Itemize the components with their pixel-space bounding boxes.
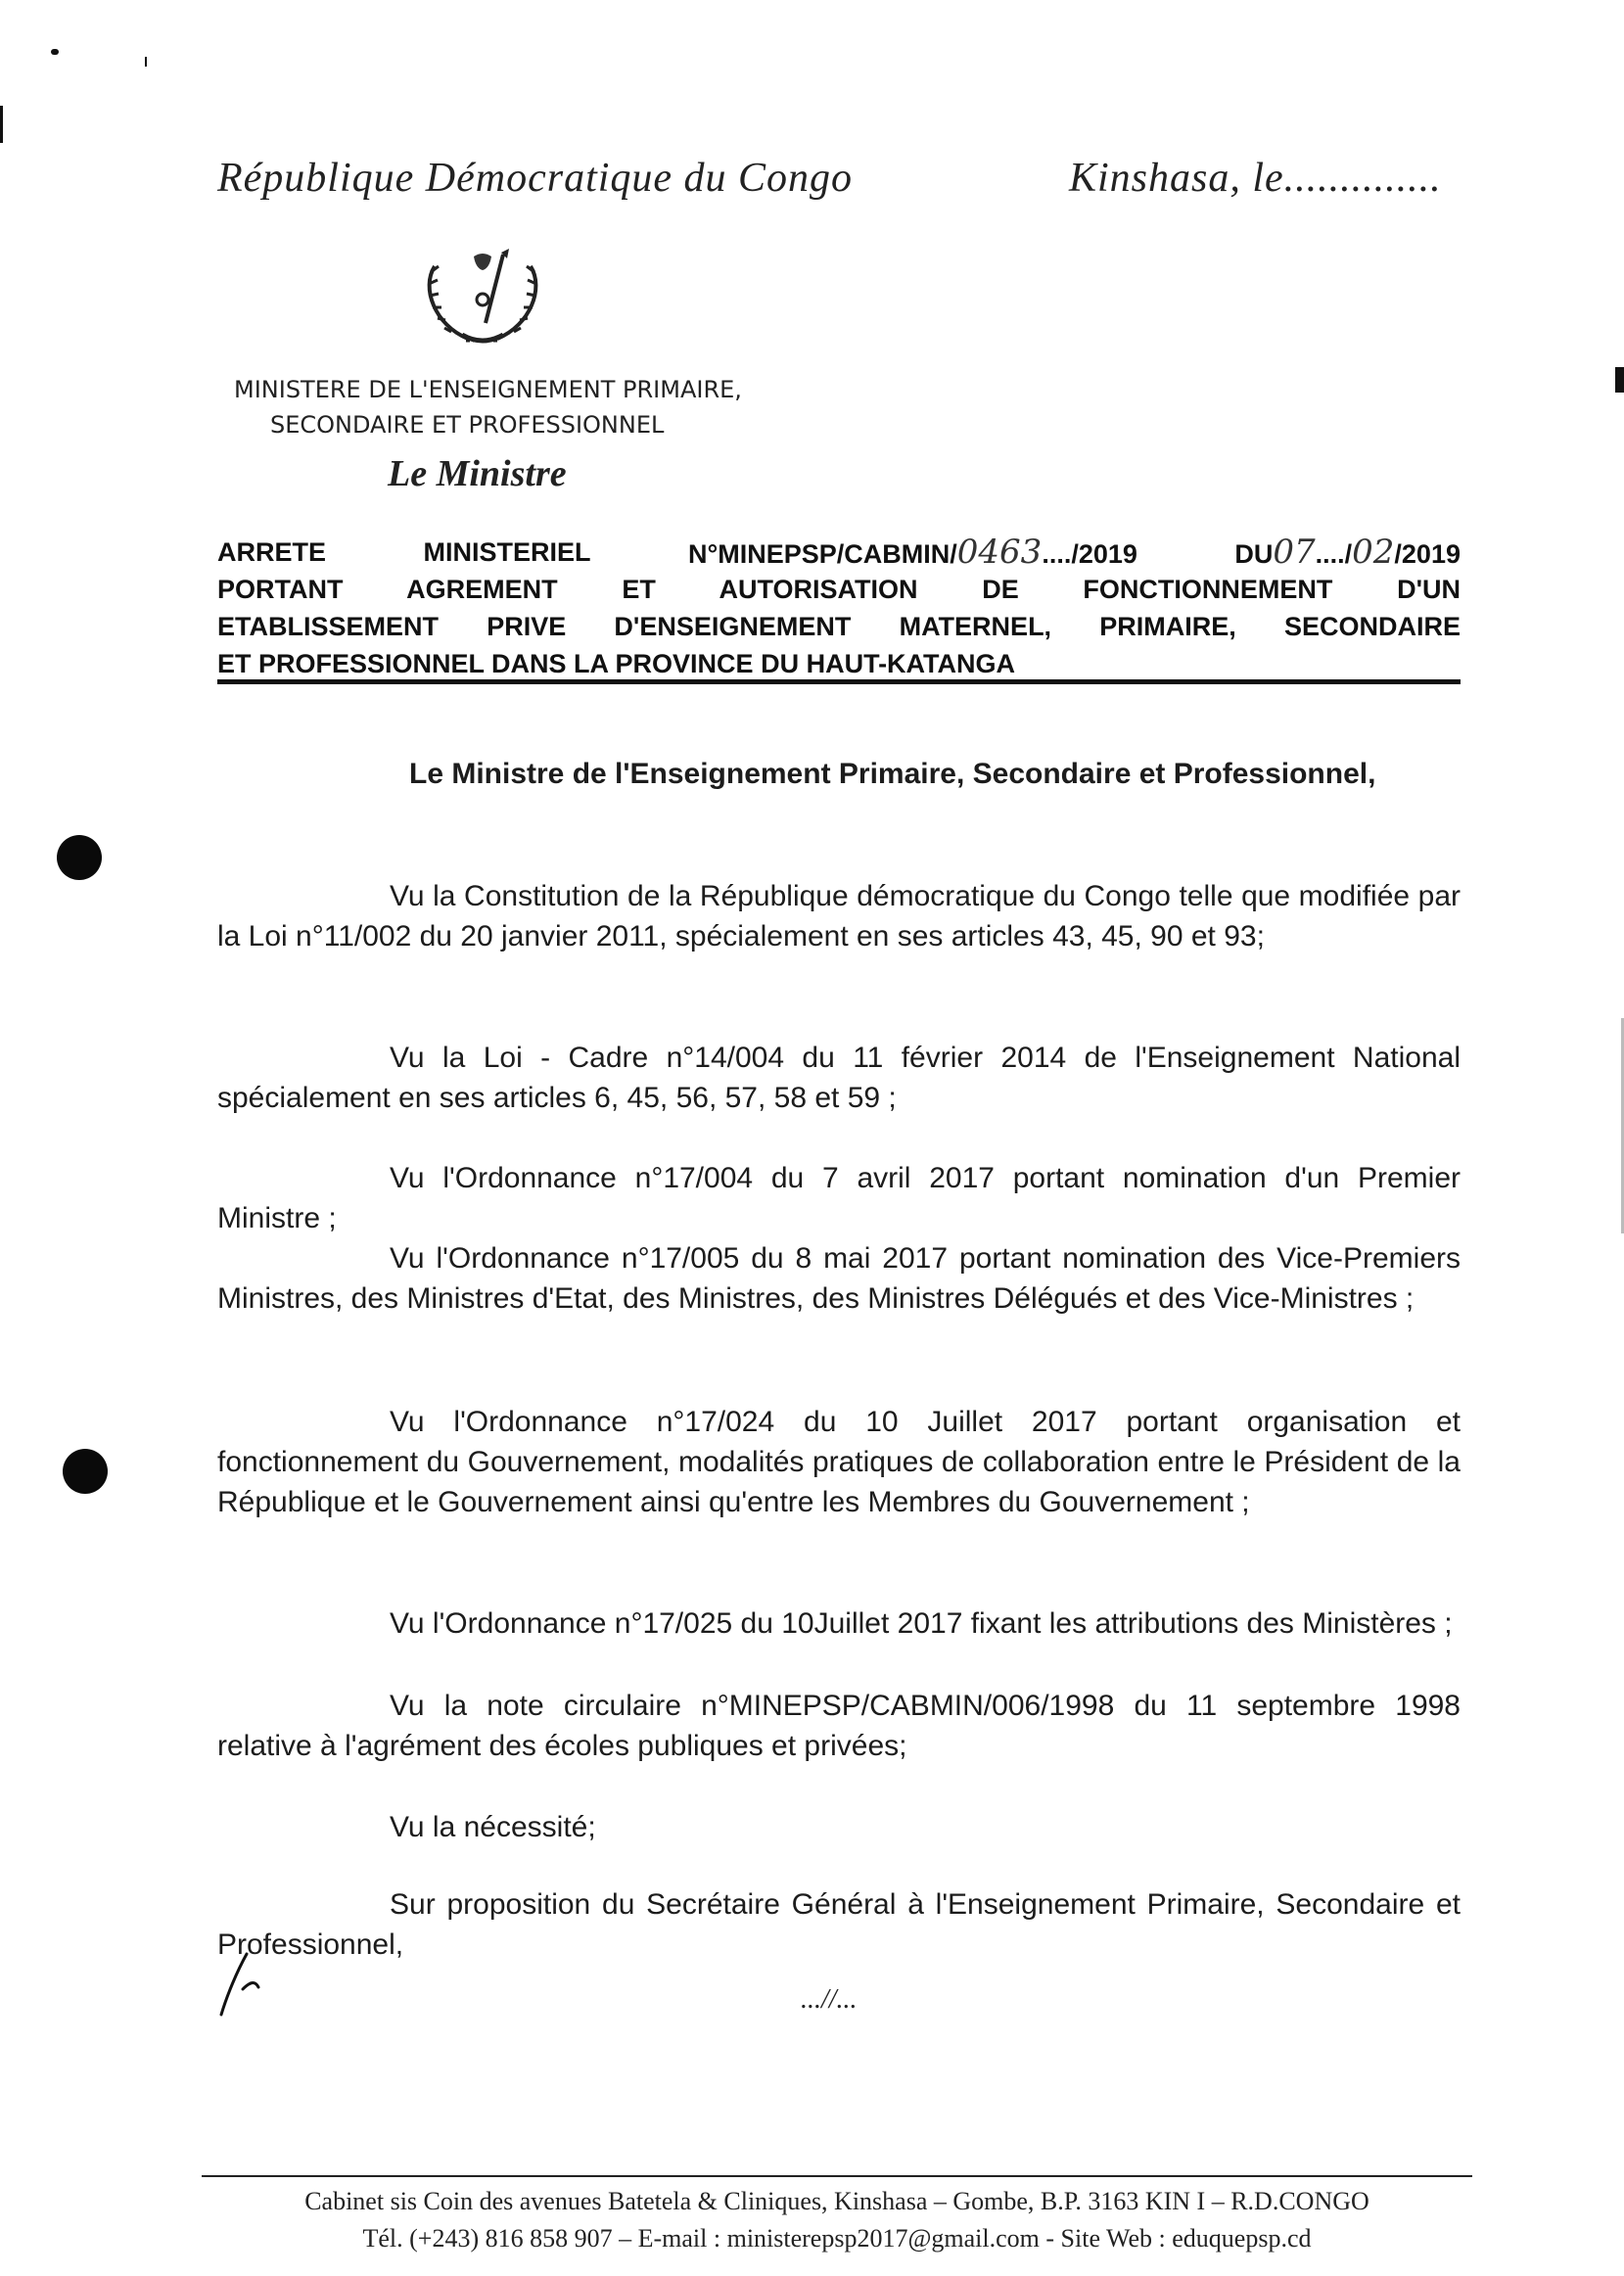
scan-edge-mark [0,106,3,143]
consideration-necessite: Vu la nécessité; [390,1811,596,1843]
footer-contact: Tél. (+243) 816 858 907 – E-mail : ministerepsp2017@gmail.com - Site Web : eduquepsp.cd [362,2224,1312,2253]
title-underline [217,679,1461,684]
continued-marker: ...//... [801,1984,858,2015]
decree-title-line2: PORTANT AGREMENT ET AUTORISATION DE FONCTIONNEMENT D'UN [217,575,1461,604]
consideration-loi-cadre: Vu la Loi - Cadre n°14/004 du 11 février 2014 de l'Enseignement National spécialement en ses articles 6, 45, 56, 57, 58 et 59 ; [217,1042,1461,1114]
scan-edge-mark [1615,367,1624,393]
decree-date: DU07..../02/2019 [1234,534,1461,571]
consideration-constitution: Vu la Constitution de la République démocratique du Congo telle que modifiée par la Loi n°11/002 du 20 janvier 2011, spécialement en ses articles 43, 45, 90 et 93; [217,880,1461,952]
coat-of-arms-icon [417,249,548,347]
decree-number: N°MINEPSP/CABMIN/0463..../2019 [687,534,1137,571]
place-date: Kinshasa, le.............. [1069,156,1442,201]
ministry-name-line2: SECONDAIRE ET PROFESSIONNEL [270,411,665,439]
country-heading: République Démocratique du Congo [217,156,854,201]
punch-hole-bottom [63,1449,108,1494]
decree-month-handwritten: 02 [1352,534,1395,571]
consideration-ordonnance-17-024: Vu l'Ordonnance n°17/024 du 10 Juillet 2017 portant organisation et fonctionnement du Gouvernement, modalités pratiques de collaboration entre le Président de la République et le Gouvernement ainsi qu'entre les Membres du Gouvernement ; [217,1406,1461,1518]
consideration-proposition: Sur proposition du Secrétaire Général à l'Enseignement Primaire, Secondaire et Professionnel, [217,1888,1461,1961]
decree-label-arrete: ARRETE [217,537,327,567]
signatory-title: Le Ministre [388,453,567,494]
decree-label-ministeriel: MINISTERIEL [423,537,591,567]
handwritten-initial-icon [213,1950,262,2019]
consideration-ordonnance-17-004: Vu l'Ordonnance n°17/004 du 7 avril 2017 portant nomination d'un Premier Ministre ; [217,1162,1461,1234]
consideration-note-circulaire: Vu la note circulaire n°MINEPSP/CABMIN/006/1998 du 11 septembre 1998 relative à l'agrément des écoles publiques et privées; [217,1690,1461,1762]
scan-speck [145,57,147,67]
punch-hole-top [57,835,102,880]
decree-day-handwritten: 07 [1273,534,1316,571]
decree-title [217,534,1461,682]
scan-speck [51,49,59,55]
decree-number-handwritten: 0463 [956,534,1043,571]
decree-title-line3: ETABLISSEMENT PRIVE D'ENSEIGNEMENT MATERNEL, PRIMAIRE, SECONDAIRE [217,612,1461,641]
ministry-name-line1: MINISTERE DE L'ENSEIGNEMENT PRIMAIRE, [234,376,742,403]
decree-title-line4: ET PROFESSIONNEL DANS LA PROVINCE DU HAUT-KATANGA [217,649,1016,678]
consideration-ordonnance-17-005: Vu l'Ordonnance n°17/005 du 8 mai 2017 portant nomination des Vice-Premiers Ministres, des Ministres d'Etat, des Ministres, des Ministres Délégués et des Vice-Ministres ; [217,1242,1461,1315]
decree-title-line1 [217,534,1461,571]
footer-divider [202,2175,1472,2177]
footer-address: Cabinet sis Coin des avenues Batetela & Cliniques, Kinshasa – Gombe, B.P. 3163 KIN I – R.D.CONGO [304,2187,1369,2215]
intro-paragraph: Le Ministre de l'Enseignement Primaire, Secondaire et Professionnel, [409,758,1376,790]
consideration-ordonnance-17-025: Vu l'Ordonnance n°17/025 du 10Juillet 2017 fixant les attributions des Ministères ; [390,1607,1453,1640]
